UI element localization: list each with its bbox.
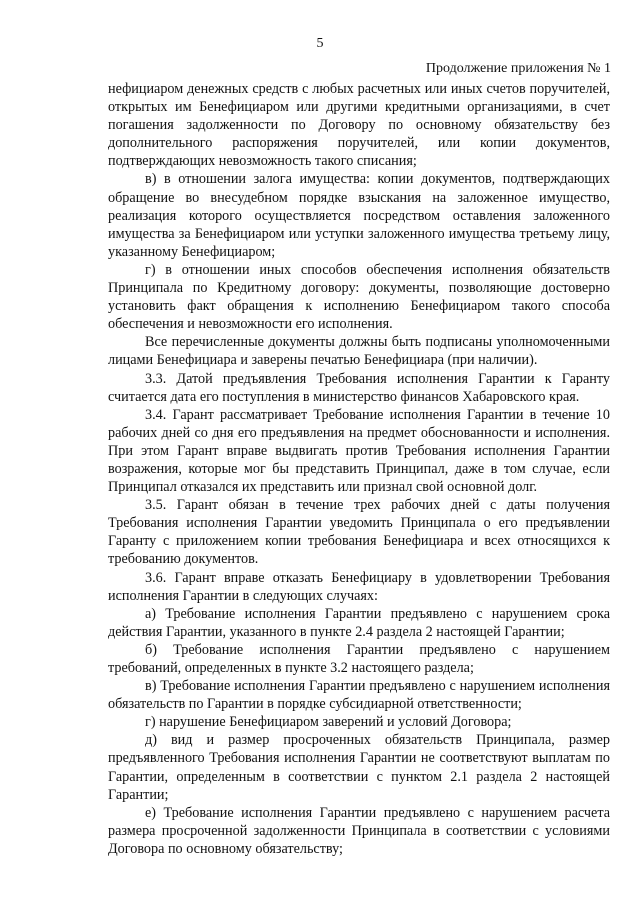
- document-body: [108, 80, 610, 858]
- paragraph-3-6: 3.6. Гарант вправе отказать Бенефициару в удовлетворении Требования исполнения Гарантии в следующих случаях:: [108, 569, 610, 604]
- list-item-b: б) Требование исполнения Гарантии предъявлено с нарушением требований, определенных в пункте 3.2 настоящего раздела;: [108, 641, 610, 676]
- paragraph-pledge: в) в отношении залога имущества: копии документов, подтверждающих обращение во внесудебном порядке взыскания на заложенное имущество, реализация которого осуществляется посредством оставления заложенного имущества за Бенефициаром или уступки заложенного имущества третьему лицу, указанному Бенефициаром;: [108, 171, 610, 260]
- paragraph-3-4: 3.4. Гарант рассматривает Требование исполнения Гарантии в течение 10 рабочих дней со дня его предъявления на предмет обоснованности и исполнения. При этом Гарант вправе выдвигать против Требования исполнения Гарантии возражения, которые мог бы представить Принципал, даже в том случае, если Принципал отказался их представить или признал свой основной долг.: [108, 406, 610, 496]
- paragraph-documents-signed: Все перечисленные документы должны быть подписаны уполномоченными лицами Бенефициара и заверены печатью Бенефициара (при наличии).: [108, 334, 610, 369]
- list-item-g: г) нарушение Бенефициаром заверений и условий Договора;: [145, 714, 512, 731]
- paragraph-other-security: г) в отношении иных способов обеспечения исполнения обязательств Принципала по Кредитному договору: документы, позволяющие достоверно установить факт обращения к исполнению Бенефициаром такого способа обеспечения и невозможности его исполнения.: [108, 261, 610, 333]
- paragraph-3-3: 3.3. Датой предъявления Требования исполнения Гарантии к Гаранту считается дата его поступления в министерство финансов Хабаровского края.: [108, 370, 610, 405]
- list-item-a: а) Требование исполнения Гарантии предъявлено с нарушением срока действия Гарантии, указанного в пункте 2.4 раздела 2 настоящей Гарантии;: [108, 605, 610, 640]
- page-number: 5: [316, 36, 324, 51]
- paragraph-continued: нефициаром денежных средств с любых расчетных или иных счетов поручителей, открытых им Бенефициаром или другими кредитными организациями, в счет погашения задолженности по Договору по основному обязательству без дополнительного распоряжения поручителей, или копии документов, подтверждающих невозможность такого списания;: [108, 81, 610, 170]
- list-item-e: е) Требование исполнения Гарантии предъявлено с нарушением расчета размера просроченной задолженности Принципала в соответствии с условиями Договора по основному обязательству;: [108, 804, 610, 857]
- list-item-v: в) Требование исполнения Гарантии предъявлено с нарушением исполнения обязательств по Гарантии в порядке субсидиарной ответственности;: [108, 678, 610, 713]
- appendix-continuation-header: Продолжение приложения № 1: [425, 61, 611, 76]
- paragraph-3-5: 3.5. Гарант обязан в течение трех рабочих дней с даты получения Требования исполнения Гарантии уведомить Принципала о его предъявлении Гаранту с приложением копии требования Бенефициара и всех относящихся к требованию документов.: [108, 497, 610, 568]
- list-item-d: д) вид и размер просроченных обязательств Принципала, размер предъявленного Требования исполнения Гарантии не соответствуют выплатам по Гарантии, определенным в соответствии с пунктом 2.1 раздела 2 настоящей Гарантии;: [108, 732, 610, 803]
